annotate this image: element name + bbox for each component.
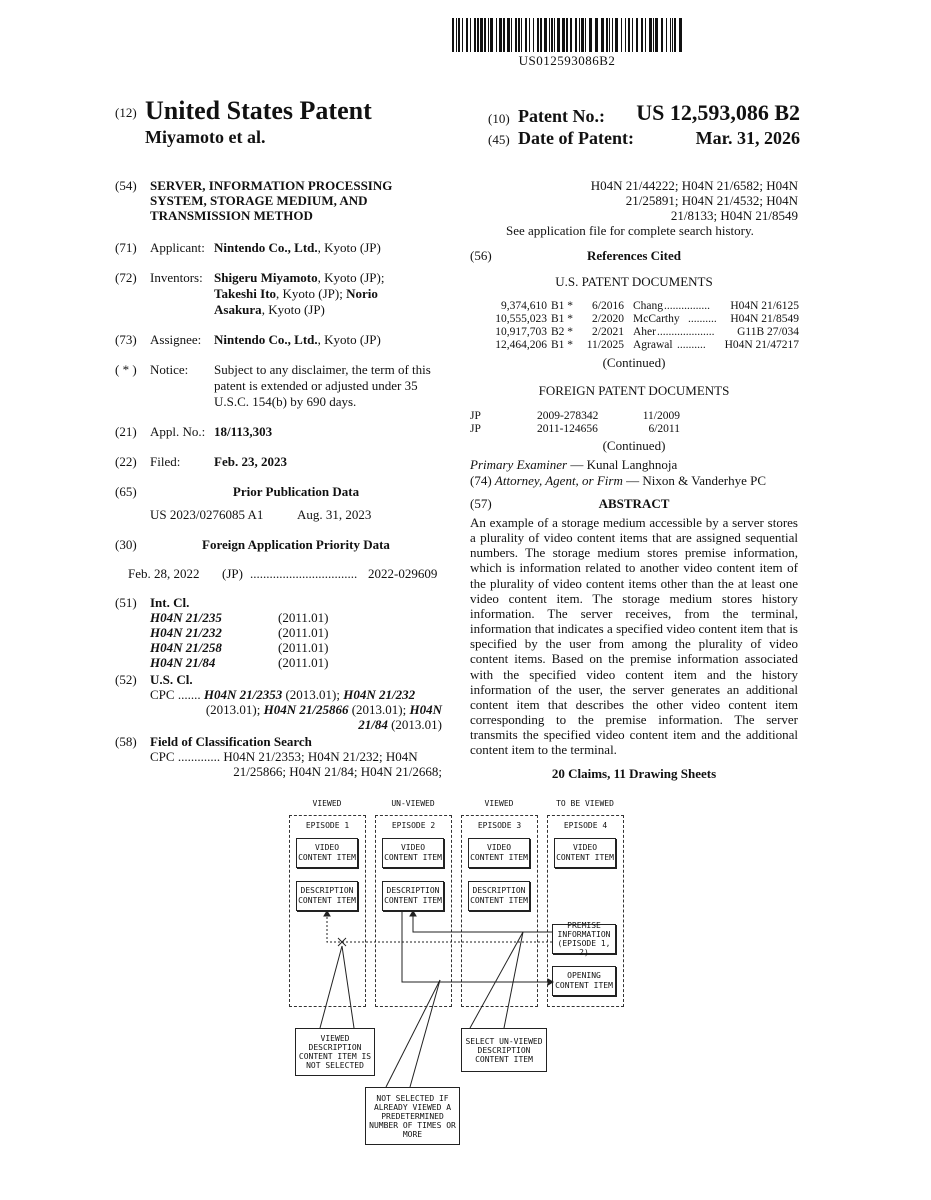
barcode-bar: [625, 18, 626, 52]
opening-content-box: OPENING CONTENT ITEM: [552, 966, 616, 996]
us-docs-title: U.S. PATENT DOCUMENTS: [555, 274, 713, 289]
patent-no-label: Patent No.:: [518, 106, 605, 126]
us-ref-row: 10,555,023 B1 * 2/2020 McCarthy .......... H04N 21/8549: [495, 313, 799, 325]
applicant: Nintendo Co., Ltd., Kyoto (JP): [214, 240, 381, 255]
note-not-selected-repeat: NOT SELECTED IF ALREADY VIEWED A PREDETERMINED NUMBER OF TIMES OR MORE: [365, 1087, 460, 1145]
code-10: (10): [488, 111, 510, 126]
see-application: See application file for complete search history.: [506, 223, 754, 238]
barcode-bar: [595, 18, 598, 52]
barcode-bar: [537, 18, 539, 52]
note-select-unviewed: SELECT UN-VIEWED DESCRIPTION CONTENT ITEM: [461, 1028, 547, 1072]
barcode-bar: [649, 18, 652, 52]
foreign-ref-country: JP: [470, 410, 481, 422]
barcode-bar: [589, 18, 592, 52]
int-cl-title: Int. Cl.: [150, 595, 190, 610]
barcode-bar: [632, 18, 633, 52]
barcode-bar: [551, 18, 553, 52]
int-cl-code: H04N 21/84: [150, 655, 216, 670]
us-ref-row: 10,917,703 B2 * 2/2021 Aher .................... G11B 27/034: [495, 326, 799, 338]
barcode-bar: [529, 18, 530, 52]
abstract-title: ABSTRACT: [598, 496, 670, 511]
us-ref-row: 9,374,610 B1 * 6/2016 Chang ................ H04N 21/6125: [501, 300, 799, 312]
notice-line-1: Subject to any disclaimer, the term of this: [214, 362, 431, 377]
barcode-bar: [525, 18, 527, 52]
barcode-bar: [581, 18, 584, 52]
barcode-bar: [601, 18, 604, 52]
code-56: (56): [470, 248, 492, 263]
prior-pub-number: US 2023/0276085 A1: [150, 507, 264, 522]
assignee: Nintendo Co., Ltd., Kyoto (JP): [214, 332, 381, 347]
barcode-bar: [533, 18, 534, 52]
notice-line-2: patent is extended or adjusted under 35: [214, 378, 418, 393]
notice-line-3: U.S.C. 154(b) by 690 days.: [214, 394, 357, 409]
barcode-bar: [540, 18, 542, 52]
description-content-box: DESCRIPTION CONTENT ITEM: [296, 881, 358, 911]
appl-no: 18/113,303: [214, 424, 273, 439]
foreign-ref-date: 6/2011: [648, 423, 680, 435]
barcode-bar: [484, 18, 486, 52]
filed-label: Filed:: [150, 454, 181, 469]
barcode-bar: [544, 18, 547, 52]
inventors-line-2: Takeshi Ito, Kyoto (JP); Norio: [214, 286, 378, 301]
int-cl-code: H04N 21/235: [150, 610, 222, 625]
us-cl-line-1: CPC ....... H04N 21/2353 (2013.01); H04N 21/232: [150, 687, 416, 702]
barcode-bar: [554, 18, 555, 52]
barcode-number: US012593086B2: [518, 53, 616, 68]
barcode-bar: [474, 18, 476, 52]
field-search-line-1: CPC ............. H04N 21/2353; H04N 21/232; H04N: [150, 749, 418, 764]
episode-4-label: EPISODE 4: [563, 821, 608, 830]
inventor-short: Miyamoto et al.: [145, 127, 266, 147]
barcode-bar: [609, 18, 610, 52]
prior-pub-title: Prior Publication Data: [232, 484, 360, 499]
video-content-box: VIDEO CONTENT ITEM: [468, 838, 530, 868]
code-57: (57): [470, 496, 492, 511]
foreign-ref-number: 2011-124656: [537, 423, 598, 435]
prior-pub-date: Aug. 31, 2023: [297, 507, 372, 522]
barcode-bar: [666, 18, 667, 52]
code-58: (58): [115, 734, 137, 749]
continued-1: (Continued): [602, 355, 666, 370]
patent-date: Mar. 31, 2026: [695, 128, 800, 148]
int-cl-version: (2011.01): [278, 655, 329, 670]
barcode-bar: [672, 18, 673, 52]
int-cl-code: H04N 21/258: [150, 640, 222, 655]
code-72: (72): [115, 270, 137, 285]
episode-2-label: EPISODE 2: [391, 821, 436, 830]
barcode-bar: [570, 18, 572, 52]
barcode-bar: [503, 18, 505, 52]
attorney: (74) Attorney, Agent, or Firm — Nixon & Vanderhye PC: [470, 473, 766, 488]
barcode-bar: [496, 18, 497, 52]
applicant-label: Applicant:: [150, 240, 205, 255]
appl-no-label: Appl. No.:: [150, 424, 206, 439]
episode-1-label: EPISODE 1: [305, 821, 350, 830]
priority-country: (JP): [222, 566, 243, 581]
code-22: (22): [115, 454, 137, 469]
int-cl-code: H04N 21/232: [150, 625, 222, 640]
patent-title-heading: United States Patent: [145, 96, 372, 125]
foreign-priority-title: Foreign Application Priority Data: [202, 537, 390, 552]
barcode-bar: [549, 18, 550, 52]
barcode-bar: [466, 18, 468, 52]
barcode-bar: [490, 18, 493, 52]
code-12: (12): [115, 105, 137, 120]
barcode-bar: [670, 18, 671, 52]
title-line-2: SYSTEM, STORAGE MEDIUM, AND: [150, 193, 368, 208]
inventors-label: Inventors:: [150, 270, 203, 285]
video-content-box: VIDEO CONTENT ITEM: [296, 838, 358, 868]
assignee-label: Assignee:: [150, 332, 202, 347]
premise-info-box: PREMISE INFORMATION (EPISODE 1, 2): [552, 924, 616, 954]
barcode-bar: [557, 18, 560, 52]
barcode-bar: [612, 18, 613, 52]
description-content-box: DESCRIPTION CONTENT ITEM: [468, 881, 530, 911]
description-content-box: DESCRIPTION CONTENT ITEM: [382, 881, 444, 911]
barcode-bar: [575, 18, 577, 52]
barcode-bar: [507, 18, 510, 52]
us-cl-line-3: 21/84 (2013.01): [358, 717, 442, 732]
barcode-bar: [566, 18, 568, 52]
barcode-bar: [458, 18, 460, 52]
barcode-bar: [470, 18, 471, 52]
class-line-3: 21/8133; H04N 21/8549: [670, 208, 798, 223]
video-content-box: VIDEO CONTENT ITEM: [382, 838, 444, 868]
barcode-bar: [661, 18, 663, 52]
barcode-bar: [641, 18, 643, 52]
barcode-bar: [511, 18, 512, 52]
notice-label: Notice:: [150, 362, 189, 377]
barcode-bar: [480, 18, 483, 52]
code-54: (54): [115, 178, 137, 193]
code-30: (30): [115, 537, 137, 552]
status-to-be-viewed-4: TO BE VIEWED: [556, 799, 614, 808]
foreign-ref-date: 11/2009: [642, 410, 680, 422]
barcode-bar: [518, 18, 520, 52]
references-title: References Cited: [587, 248, 681, 263]
barcode-bar: [579, 18, 580, 52]
code-21: (21): [115, 424, 137, 439]
barcode-bar: [456, 18, 457, 52]
patent-number: US 12,593,086 B2: [636, 100, 800, 125]
class-line-2: 21/25891; H04N 21/4532; H04N: [625, 193, 798, 208]
barcode-bar: [488, 18, 489, 52]
foreign-ref-country: JP: [470, 423, 481, 435]
barcode-bar: [462, 18, 463, 52]
video-content-box: VIDEO CONTENT ITEM: [554, 838, 616, 868]
int-cl-version: (2011.01): [278, 640, 329, 655]
code-51: (51): [115, 595, 137, 610]
code-65: (65): [115, 484, 137, 499]
foreign-ref-number: 2009-278342: [537, 410, 599, 422]
barcode-bar: [628, 18, 630, 52]
claims-summary: 20 Claims, 11 Drawing Sheets: [551, 766, 717, 781]
priority-number: 2022-029609: [368, 566, 438, 581]
int-cl-version: (2011.01): [278, 625, 329, 640]
note-viewed-not-selected: VIEWED DESCRIPTION CONTENT ITEM IS NOT SELECTED: [295, 1028, 375, 1076]
code-73: (73): [115, 332, 137, 347]
inventors-line-1: Shigeru Miyamoto, Kyoto (JP);: [214, 270, 385, 285]
foreign-docs-title: FOREIGN PATENT DOCUMENTS: [538, 383, 730, 398]
barcode-bar: [585, 18, 586, 52]
title-line-1: SERVER, INFORMATION PROCESSING: [150, 178, 393, 193]
title-line-3: TRANSMISSION METHOD: [150, 208, 313, 223]
barcode-bar: [521, 18, 522, 52]
filed-date: Feb. 23, 2023: [214, 454, 287, 469]
barcode-bar: [606, 18, 608, 52]
barcode-bar: [645, 18, 646, 52]
us-cl-title: U.S. Cl.: [150, 672, 193, 687]
notice-code: ( * ): [115, 362, 137, 377]
diagram-connectors: [280, 780, 640, 1170]
barcode-bar: [615, 18, 618, 52]
inventors-line-3: Asakura, Kyoto (JP): [214, 302, 325, 317]
code-45: (45): [488, 132, 510, 147]
abstract-text: An example of a storage medium accessible by a server stores a plurality of video content items that are assigned sequential numbers. The storage medium stores premise information, which is information related to another video content item of the plurality of video content items other than the at least one video content item. The storage medium stores history information. The server receives, from the terminal, information that indicates a specified video content item that is specified by the user from among the plurality of video content items. Based on the premise information associated with the specified video content item and the history information of the user, the server generates an additional content item that describes the other video content item corresponding to the premise information. The server transmits the specified video content item and the additional content item to the terminal.: [470, 515, 798, 758]
barcode-bar: [621, 18, 622, 52]
barcode-bar: [653, 18, 654, 52]
barcode-bar: [655, 18, 658, 52]
continued-2: (Continued): [602, 438, 666, 453]
barcode: [452, 18, 682, 52]
us-ref-row: 12,464,206 B1 * 11/2025 Agrawal .......... H04N 21/47217: [495, 339, 799, 351]
barcode-bar: [499, 18, 502, 52]
status-viewed-3: VIEWED: [484, 799, 514, 808]
date-label: Date of Patent:: [518, 128, 634, 148]
barcode-bar: [515, 18, 517, 52]
barcode-bar: [674, 18, 676, 52]
barcode-bar: [679, 18, 682, 52]
field-search-line-2: 21/25866; H04N 21/84; H04N 21/2668;: [233, 764, 442, 779]
primary-examiner: Primary Examiner — Kunal Langhnoja: [470, 457, 678, 472]
barcode-bar: [452, 18, 454, 52]
us-cl-line-2: (2013.01); H04N 21/25866 (2013.01); H04N: [205, 702, 442, 717]
field-search-title: Field of Classification Search: [150, 734, 312, 749]
episode-3-label: EPISODE 3: [477, 821, 522, 830]
priority-dots: .................................: [250, 566, 358, 581]
status-unviewed-2: UN-VIEWED: [391, 799, 435, 808]
barcode-bar: [562, 18, 565, 52]
barcode-bar: [636, 18, 638, 52]
code-71: (71): [115, 240, 137, 255]
barcode-bar: [477, 18, 479, 52]
us-ref-table: [470, 300, 800, 352]
class-line-1: H04N 21/44222; H04N 21/6582; H04N: [590, 178, 798, 193]
int-cl-version: (2011.01): [278, 610, 329, 625]
priority-date: Feb. 28, 2022: [128, 566, 200, 581]
status-viewed-1: VIEWED: [312, 799, 342, 808]
code-52: (52): [115, 672, 137, 687]
